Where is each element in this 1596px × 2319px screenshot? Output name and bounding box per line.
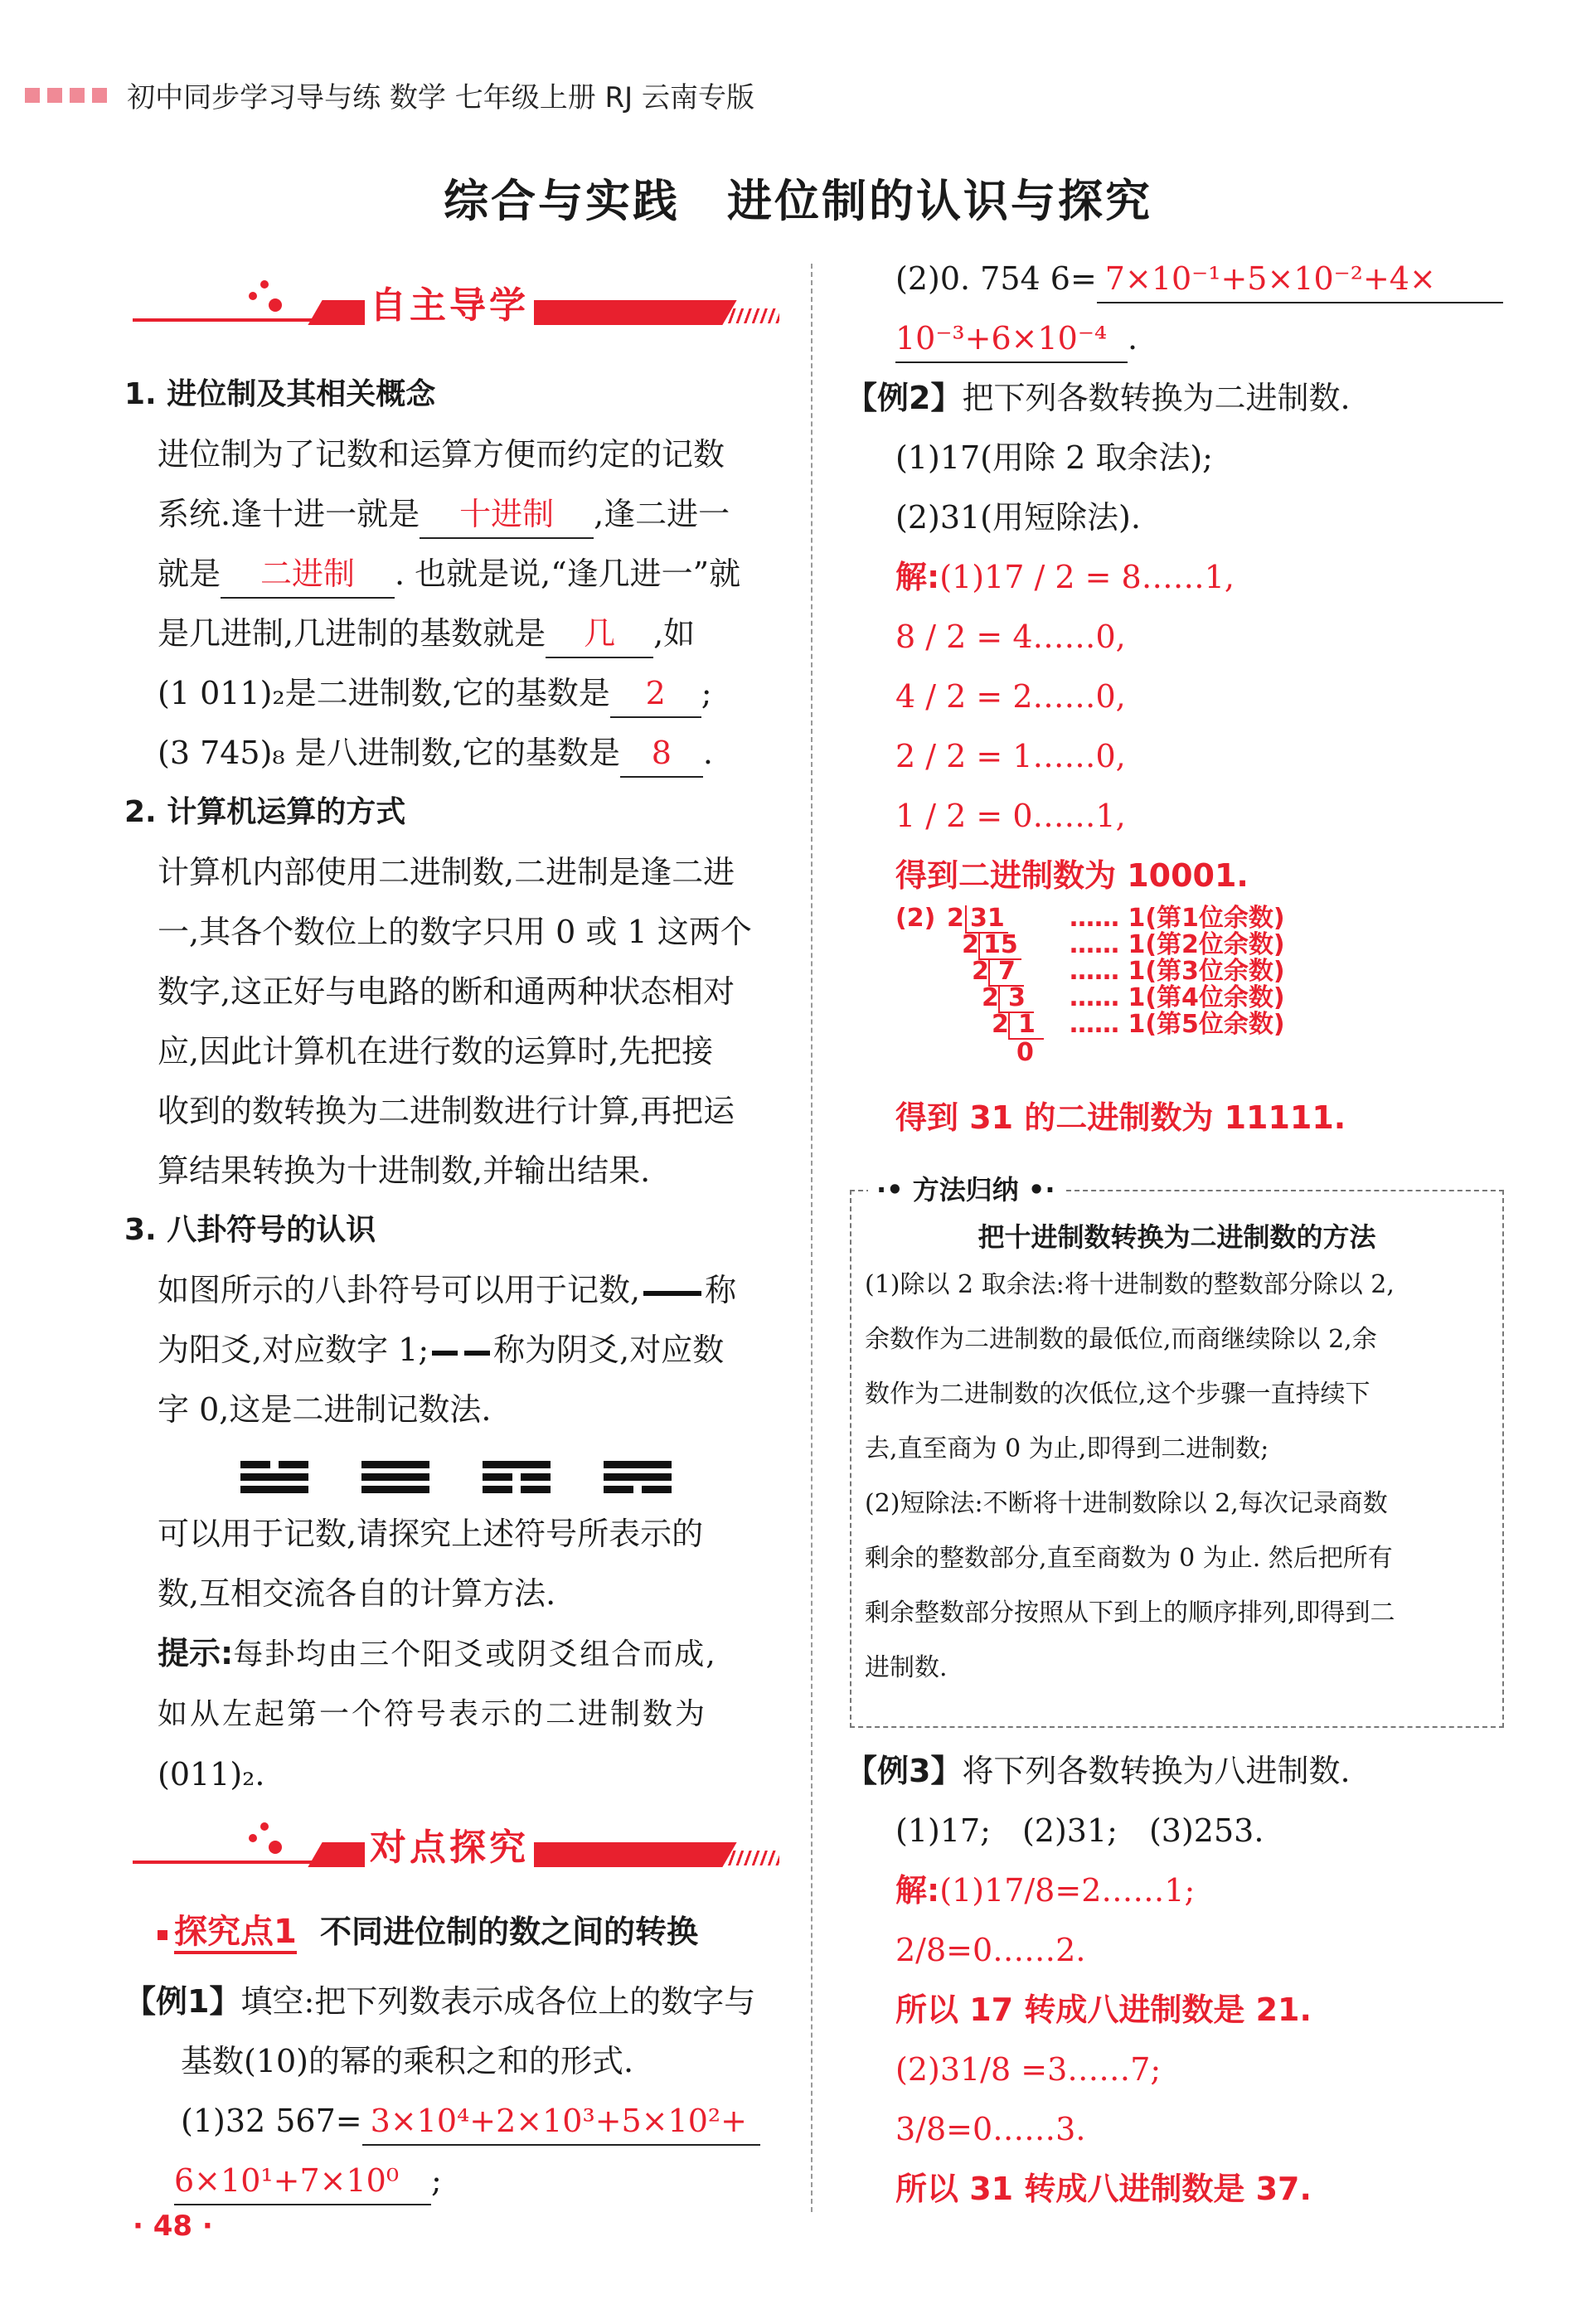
s3-text: 为阳爻,对应数字 1; bbox=[158, 1332, 429, 1368]
ex1-q1 bbox=[124, 2091, 788, 2151]
trigram-icon bbox=[240, 1456, 308, 1498]
sol-step: (2)31/8 =3……7; bbox=[895, 2051, 1162, 2088]
trigram-icon bbox=[604, 1456, 672, 1498]
ex3-sol-1 bbox=[846, 1861, 1509, 1920]
running-header bbox=[25, 75, 754, 115]
method-tag-text: 方法归纳 bbox=[912, 1174, 1019, 1206]
hint-line-2: 如从左起第一个符号表示的二进制数为 bbox=[158, 1697, 708, 1731]
method-line: 进制数. bbox=[865, 1653, 948, 1682]
s2-line: 一,其各个数位上的数字只用 0 或 1 这两个 bbox=[158, 914, 752, 950]
example-3 bbox=[846, 1741, 1509, 2219]
sd-remainder: …… 1(第5位余数) bbox=[1070, 1010, 1285, 1039]
method-summary-box bbox=[850, 1174, 1504, 1728]
answer-blank-base-8: 8 bbox=[620, 730, 703, 778]
heading-radix-concepts: 1. 进位制及其相关概念 bbox=[124, 377, 436, 411]
ex1-label: 【例1】 bbox=[124, 1983, 241, 2020]
s1-text: . 也就是说,“逢几进一”就 bbox=[395, 555, 741, 592]
yang-line-icon bbox=[643, 1291, 701, 1296]
solution-label: 解: bbox=[895, 1872, 940, 1909]
ex2-label: 【例2】 bbox=[846, 380, 963, 416]
sd-remainder: …… 1(第2位余数) bbox=[1070, 930, 1285, 959]
header-text: 初中同步学习导与练 数学 七年级上册 RJ 云南专版 bbox=[127, 81, 754, 114]
s1-text: 系统.逢十进一就是 bbox=[158, 496, 420, 532]
s2-line: 计算机内部使用二进制数,二进制是逢二进 bbox=[158, 854, 735, 890]
page-number: · 48 · bbox=[133, 2210, 213, 2243]
method-title: 把十进制数转换为二进制数的方法 bbox=[977, 1221, 1376, 1253]
method-dot-icon: ·• bbox=[876, 1174, 904, 1206]
s1-line-1: 进位制为了记数和运算方便而约定的记数 bbox=[158, 436, 725, 473]
ex2-result-1: 得到二进制数为 10001. bbox=[895, 857, 1249, 894]
s1-text: ,如 bbox=[653, 615, 696, 652]
answer-blank-binary: 二进制 bbox=[221, 551, 395, 599]
point-label: 探究点1 bbox=[174, 1913, 297, 1954]
s3-line-5: 数,互相交流各自的计算方法. bbox=[158, 1575, 556, 1612]
method-dot-icon: •· bbox=[1027, 1174, 1055, 1206]
s1-text: ; bbox=[701, 675, 712, 711]
ex1-q2-text: (2)0. 754 6= bbox=[895, 260, 1097, 297]
s3-line-3: 字 0,这是二进制记数法. bbox=[158, 1391, 492, 1428]
method-line: 剩余的整数部分,直至商数为 0 为止. 然后把所有 bbox=[865, 1544, 1393, 1573]
s1-text: 是几进制,几进制的基数就是 bbox=[158, 615, 546, 652]
sol-step: 8 / 2 = 4……0, bbox=[895, 619, 1126, 655]
s1-line-2 bbox=[124, 484, 788, 544]
bagua-symbols bbox=[124, 1439, 788, 1504]
s3-line-2 bbox=[124, 1320, 788, 1380]
ex3-line bbox=[846, 1741, 1509, 1801]
header-square-icon bbox=[70, 88, 85, 103]
left-column bbox=[124, 365, 788, 1804]
sol-step: 4 / 2 = 2……0, bbox=[895, 678, 1126, 715]
s2-line: 数字,这正好与电路的断和通两种状态相对 bbox=[158, 973, 735, 1010]
ex1-line-1 bbox=[124, 1972, 788, 2031]
sd-remainder: …… 1(第4位余数) bbox=[1070, 983, 1285, 1012]
banner-hatch bbox=[630, 308, 779, 323]
answer-blank-base: 几 bbox=[546, 610, 653, 658]
sd-divisor: 2 bbox=[972, 957, 989, 986]
ex2-text: 把下列各数转换为二进制数. bbox=[962, 380, 1351, 416]
section-title-practice: 对点探究 bbox=[365, 1817, 534, 1870]
page-title: 综合与实践 进位制的认识与探究 bbox=[444, 175, 1152, 227]
example-1 bbox=[124, 1972, 788, 2210]
sd-remainder: …… 1(第1位余数) bbox=[1070, 904, 1285, 933]
ex1-line-2: 基数(10)的幂的乘积之和的形式. bbox=[181, 2043, 634, 2079]
ex2-q1: (1)17(用除 2 取余法); bbox=[895, 439, 1213, 476]
trigram-icon bbox=[361, 1456, 429, 1498]
sol-step: (1)17/8=2……1; bbox=[939, 1872, 1196, 1909]
banner-hatch bbox=[630, 1851, 779, 1865]
section-banner-self-study bbox=[133, 274, 779, 332]
ex1-q2-answer-line-1: 7×10⁻¹+5×10⁻²+4× bbox=[1097, 255, 1503, 303]
ex1-q2-cont bbox=[846, 308, 1509, 368]
s3-text: 称 bbox=[705, 1272, 737, 1308]
s2-line: 算结果转换为十进制数,并输出结果. bbox=[158, 1152, 651, 1189]
s2-line: 收到的数转换为二进制数进行计算,再把运 bbox=[158, 1093, 735, 1129]
column-divider bbox=[811, 264, 813, 2212]
sd-remainder: …… 1(第3位余数) bbox=[1070, 957, 1285, 986]
inquiry-point-heading bbox=[158, 1907, 698, 1957]
ex1-answer-line-1: 3×10⁴+2×10³+5×10²+ bbox=[362, 2098, 760, 2146]
method-line: (1)除以 2 取余法:将十进制数的整数部分除以 2, bbox=[865, 1270, 1395, 1299]
sd-number: 3 bbox=[998, 985, 1034, 1013]
s1-text: ,逢二进一 bbox=[594, 496, 730, 532]
ex3-text: 将下列各数转换为八进制数. bbox=[962, 1753, 1351, 1789]
heading-computer-ops: 2. 计算机运算的方式 bbox=[124, 795, 406, 829]
s3-line-1 bbox=[124, 1260, 788, 1320]
ex1-q1-text: (1)32 567= bbox=[181, 2103, 362, 2139]
sol-step: 2/8=0……2. bbox=[895, 1932, 1086, 1968]
sd-prefix: (2) bbox=[895, 904, 936, 933]
sd-number: 7 bbox=[988, 958, 1024, 987]
right-column bbox=[846, 249, 1509, 905]
answer-blank-decimal: 十进制 bbox=[420, 491, 594, 539]
section-banner-practice bbox=[133, 1816, 779, 1874]
hint-text: 每卦均由三个阳爻或阴爻组合而成, bbox=[233, 1637, 717, 1671]
sd-divisor: 2 bbox=[962, 930, 979, 959]
sd-number: 15 bbox=[978, 932, 1021, 960]
s1-line-3 bbox=[124, 544, 788, 604]
sd-number: 31 bbox=[965, 905, 1008, 934]
method-line: (2)短除法:不断将十进制数除以 2,每次记录商数 bbox=[865, 1489, 1388, 1518]
hint-line-3: (011)₂. bbox=[158, 1756, 265, 1793]
sol-step: 1 / 2 = 0……1, bbox=[895, 798, 1126, 834]
s1-line-6 bbox=[124, 723, 788, 783]
s1-line-5 bbox=[124, 663, 788, 723]
sol-step: 2 / 2 = 1……0, bbox=[895, 738, 1126, 774]
method-line: 剩余整数部分按照从下到上的顺序排列,即得到二 bbox=[865, 1599, 1395, 1628]
header-square-icon bbox=[47, 88, 62, 103]
trigram-icon bbox=[483, 1456, 551, 1498]
heading-bagua: 3. 八卦符号的认识 bbox=[124, 1213, 376, 1247]
ex3-questions: (1)17; (2)31; (3)253. bbox=[895, 1812, 1264, 1849]
sd-divisor: 2 bbox=[992, 1010, 1009, 1039]
s3-line-4: 可以用于记数,请探究上述符号所表示的 bbox=[158, 1516, 704, 1552]
method-tag bbox=[868, 1168, 1064, 1211]
ex3-label: 【例3】 bbox=[846, 1753, 963, 1789]
s1-text: (1 011)₂是二进制数,它的基数是 bbox=[158, 675, 610, 711]
s1-text: (3 745)₈ 是八进制数,它的基数是 bbox=[158, 735, 620, 771]
ex1-q2-answer-line-2: 10⁻³+6×10⁻⁴ bbox=[895, 315, 1128, 363]
solution-label: 解: bbox=[895, 559, 940, 595]
sd-divisor: 2 bbox=[947, 904, 964, 933]
point-title: 不同进位制的数之间的转换 bbox=[319, 1914, 698, 1950]
method-line: 余数作为二进制数的最低位,而商继续除以 2,余 bbox=[865, 1325, 1377, 1354]
sd-final: 0 bbox=[1016, 1038, 1034, 1067]
header-square-icon bbox=[25, 88, 40, 103]
ex2-line bbox=[846, 368, 1509, 428]
answer-blank-base-2: 2 bbox=[610, 670, 701, 718]
ex1-text: . bbox=[1128, 320, 1138, 357]
hint-label: 提示: bbox=[158, 1635, 234, 1671]
hint-line-1 bbox=[124, 1623, 788, 1685]
ex1-text: 填空:把下列数表示成各位上的数字与 bbox=[240, 1983, 756, 2020]
ex2-result-2: 得到 31 的二进制数为 11111. bbox=[895, 1099, 1346, 1136]
s1-text: . bbox=[702, 735, 713, 771]
point-marker-icon bbox=[158, 1930, 167, 1940]
sd-number: 1 bbox=[1008, 1012, 1044, 1040]
sol-step: 所以 31 转成八进制数是 37. bbox=[895, 2171, 1312, 2207]
sd-divisor: 2 bbox=[982, 983, 999, 1012]
s3-text: 如图所示的八卦符号可以用于记数, bbox=[158, 1272, 641, 1308]
sol-step: (1)17 / 2 = 8……1, bbox=[939, 559, 1235, 595]
ex1-q1-cont bbox=[124, 2151, 788, 2210]
short-division-diagram bbox=[895, 905, 1343, 1071]
s1-line-4 bbox=[124, 604, 788, 663]
section-title-self-study: 自主导学 bbox=[365, 275, 534, 328]
header-square-icon bbox=[92, 88, 107, 103]
ex1-q2 bbox=[846, 249, 1509, 308]
sol-step: 3/8=0……3. bbox=[895, 2111, 1086, 2147]
s3-text: 称为阴爻,对应数 bbox=[493, 1332, 725, 1368]
s1-text: 就是 bbox=[158, 555, 221, 592]
ex2-sol-1 bbox=[846, 547, 1509, 607]
ex1-answer-line-2: 6×10¹+7×10⁰ bbox=[174, 2157, 431, 2205]
ex2-q2: (2)31(用短除法). bbox=[895, 499, 1141, 536]
yin-line-icon bbox=[432, 1351, 490, 1356]
ex1-text: ; bbox=[431, 2162, 442, 2199]
method-line: 数作为二进制数的次低位,这个步骤一直持续下 bbox=[865, 1380, 1370, 1409]
method-line: 去,直至商为 0 为止,即得到二进制数; bbox=[865, 1434, 1269, 1463]
s2-line: 应,因此计算机在进行数的运算时,先把接 bbox=[158, 1033, 714, 1070]
sol-step: 所以 17 转成八进制数是 21. bbox=[895, 1992, 1312, 2028]
